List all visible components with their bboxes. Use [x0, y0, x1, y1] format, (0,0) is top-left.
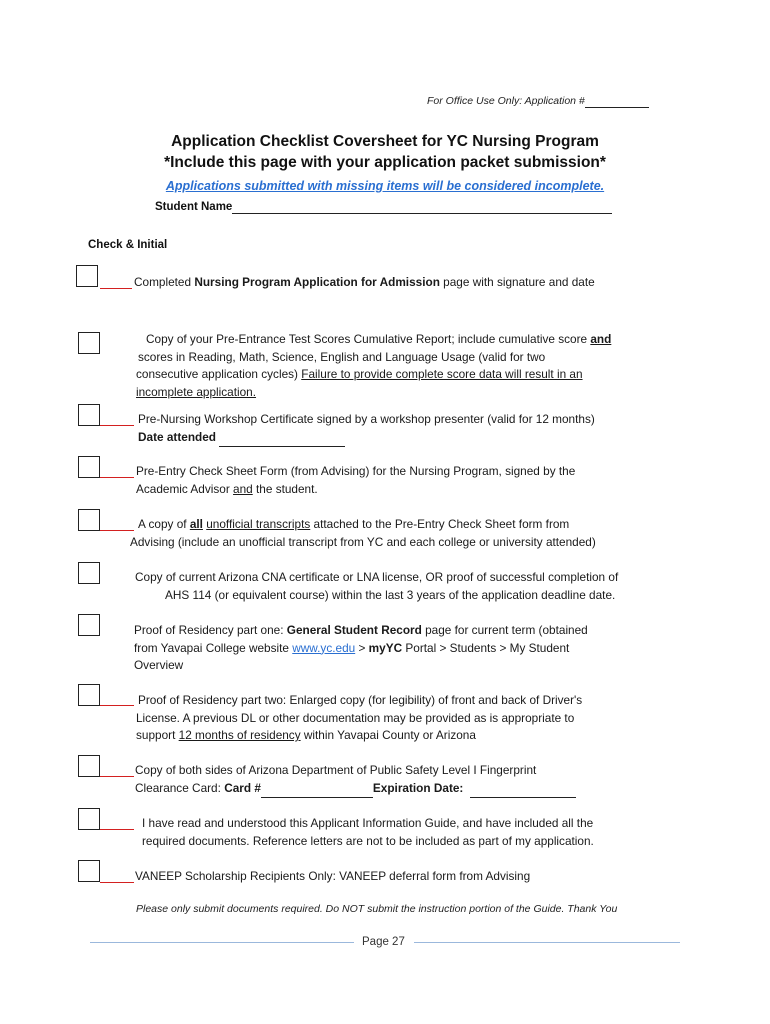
item-7-l1a: Proof of Residency part one: [134, 623, 287, 637]
item-7-l2a: from Yavapai College website [134, 640, 293, 655]
item-5-l1a: A copy of [138, 517, 190, 531]
page-subtitle: *Include this page with your application packet submission* [164, 154, 606, 171]
initial-line-item-3[interactable] [100, 425, 134, 426]
item-8-l3b: 12 months of residency [178, 728, 301, 742]
item-4-l1: Pre-Entry Check Sheet Form (from Advising) for the Nursing Program, signed by the [136, 464, 576, 478]
item-9-l2b: Card # [224, 780, 261, 795]
checkbox-item-9[interactable] [78, 755, 100, 777]
item-5-l1d: unofficial transcripts [206, 517, 311, 531]
item-1-text [134, 274, 595, 292]
item-5-l2: Advising (include an unofficial transcript from YC and each college or university attended) [130, 534, 596, 549]
item-3-l1: Pre-Nursing Workshop Certificate signed by a workshop presenter (valid for 12 months) [138, 412, 595, 426]
item-4-l2a: Academic Advisor [136, 481, 234, 496]
item-5-l1b: all [189, 517, 203, 531]
expiration-date-field[interactable] [470, 780, 576, 799]
item-9-text [135, 762, 576, 798]
checkbox-item-3[interactable] [78, 404, 100, 426]
item-9-l2c: Expiration Date: [372, 780, 464, 795]
item-2-l1b: and [590, 332, 612, 346]
initial-line-item-9[interactable] [100, 776, 134, 777]
item-7-l1c: page for current term (obtained [421, 623, 588, 637]
office-use-line [427, 95, 649, 108]
checkbox-item-2[interactable] [78, 332, 100, 354]
date-attended-field[interactable] [219, 429, 345, 448]
item-9-l1: Copy of both sides of Arizona Department of Public Safety Level I Fingerprint [135, 763, 537, 777]
checkbox-item-11[interactable] [78, 860, 100, 882]
item-10-l2: required documents. Reference letters are not to be included as part of my application. [142, 833, 594, 848]
initial-line-item-10[interactable] [100, 829, 134, 830]
item-7-l2c: > [355, 640, 369, 655]
item-2-text [136, 331, 611, 401]
item-5-l1e: attached to the Pre-Entry Check Sheet form from [310, 517, 570, 531]
checkbox-item-8[interactable] [78, 684, 100, 706]
initial-line-item-5[interactable] [100, 530, 134, 531]
checkbox-item-10[interactable] [78, 808, 100, 830]
item-6-text [135, 569, 618, 604]
page-number: Page 27 [362, 936, 405, 948]
initial-line-item-8[interactable] [100, 705, 134, 706]
footer-rule-right [414, 942, 680, 943]
item-10-text [142, 815, 594, 850]
check-initial-header: Check & Initial [88, 239, 168, 251]
item-7-l3: Overview [134, 658, 184, 672]
item-8-l2: License. A previous DL or other documentation may be provided as is appropriate to [136, 710, 575, 725]
initial-line-item-11[interactable] [100, 882, 134, 883]
item-8-text [136, 692, 582, 745]
checkbox-item-6[interactable] [78, 562, 100, 584]
item-4-l2c: the student. [252, 481, 318, 496]
initial-line-item-4[interactable] [100, 477, 134, 478]
footer-note: Please only submit documents required. Do NOT submit the instruction portion of the Guide. Thank You [136, 903, 618, 915]
student-name-field[interactable] [232, 201, 612, 214]
office-use-label: For Office Use Only: Application # [427, 95, 585, 107]
item-1-text-a: Completed [134, 275, 195, 289]
checkbox-item-5[interactable] [78, 509, 100, 531]
item-4-text [136, 463, 575, 498]
item-2-l2: scores in Reading, Math, Science, English and Language Usage (valid for two [138, 349, 546, 364]
student-name-row [155, 201, 612, 214]
item-1-text-c: page with signature and date [439, 275, 595, 289]
item-7-l1b: General Student Record [286, 623, 422, 637]
item-7-l2e: Portal > Students > My Student [402, 640, 570, 655]
item-2-l3b: Failure to provide complete score data will result in an [301, 367, 583, 381]
initial-line-item-1[interactable] [100, 288, 132, 289]
checkbox-item-1[interactable] [76, 265, 98, 287]
item-2-l1a: Copy of your Pre-Entrance Test Scores Cumulative Report; include cumulative score [146, 332, 591, 346]
footer-rule-left [90, 942, 354, 943]
item-7-l2d: myYC [368, 640, 403, 655]
item-7-text [134, 622, 588, 675]
card-number-field[interactable] [261, 780, 373, 799]
item-6-l1: Copy of current Arizona CNA certificate or LNA license, OR proof of successful completion of [135, 570, 619, 584]
item-6-l2: AHS 114 (or equivalent course) within the last 3 years of the application deadline date. [165, 587, 616, 602]
item-9-l2a: Clearance Card: [135, 780, 225, 795]
item-1-text-b: Nursing Program Application for Admission [194, 275, 440, 289]
application-number-blank[interactable] [585, 95, 649, 108]
incomplete-warning: Applications submitted with missing items will be considered incomplete. [165, 179, 605, 193]
item-3-l2: Date attended [138, 429, 217, 444]
item-2-l3a: consecutive application cycles) [136, 367, 302, 381]
page-title: Application Checklist Coversheet for YC Nursing Program [171, 133, 599, 150]
checkbox-item-4[interactable] [78, 456, 100, 478]
item-8-l3a: support [136, 728, 179, 742]
item-5-text [130, 516, 596, 551]
item-11-text: VANEEP Scholarship Recipients Only: VANEEP deferral form from Advising [135, 869, 531, 883]
item-8-l3c: within Yavapai County or Arizona [300, 728, 476, 742]
student-name-label: Student Name [155, 201, 233, 213]
item-3-text [138, 411, 595, 447]
item-8-l1: Proof of Residency part two: Enlarged copy (for legibility) of front and back of Driver's [138, 693, 583, 707]
checkbox-item-7[interactable] [78, 614, 100, 636]
item-10-l1: I have read and understood this Applicant Information Guide, and have included all the [142, 816, 594, 830]
yc-website-link[interactable]: www.yc.edu [292, 640, 356, 655]
item-4-l2b: and [233, 481, 253, 496]
item-2-l4: incomplete application. [136, 384, 257, 399]
